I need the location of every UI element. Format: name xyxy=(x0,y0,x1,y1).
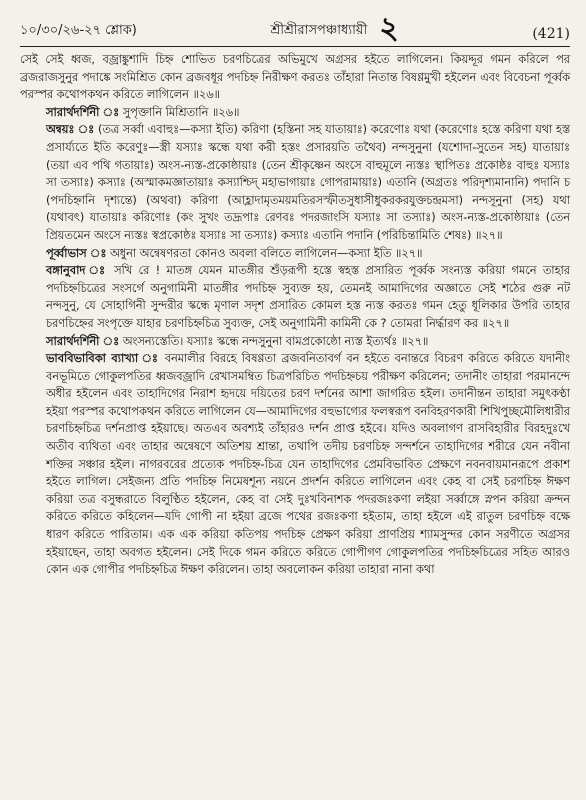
paragraph-text: সখি রে ! মাতঙ্গ যেমন মাতঙ্গীর শুঁড়রূপী হস্তে স্বহস্ত প্রসারিত পূর্ব্বক সংন্যস্ত করিয়া গমনে তাহার পদচিহ্নচিত্রের সংসর্গে অনুগামিনী মাতঙ্গীর পদচিহ্ন সুব্যক্ত হয়, তেমনই আমাদিগের অজ্ঞাতে সেই শঠের গুরু নট নন্দসুনু, যে সোহাগিনী সুন্দরীর স্কন্ধে মৃণাল সদৃশ প্রসারিত কোমল হস্ত ন্যস্ত করতঃ গমন হেতু ধূলিকার উপরি তাহার চরণচিহ্নের সংপৃক্তে যাহার চরণচিহ্নচিত্র সুব্যক্ত, সেই অনুগামিনী কামিনী কে ? তোমরা নির্দ্ধারণ কর ॥২৭॥ xyxy=(46,264,570,330)
paragraph-sarartha-1 xyxy=(20,104,570,122)
paragraph-purvabhasa xyxy=(20,245,570,263)
section-label: ভাববিভাবিকা ব্যাখ্যা ঃ xyxy=(46,352,160,366)
body-text xyxy=(20,51,570,579)
paragraph-sarartha-2 xyxy=(20,333,570,351)
section-label: পূর্ব্বাভাস ঃ xyxy=(46,246,107,260)
paragraph-translation-end xyxy=(20,51,570,104)
paragraph-text: (তত্র সর্ব্বা এবাহুঃ—কস্যা ইতি) করিণা (হস্তিনা সহ যাতায়াঃ) করেণোঃ যথা (করেণোঃ হস্তে করিণা যথা হস্ত প্রসার্য্যতে ইতি করেণুঃ—স্ত্রী যস্যাঃ স্কন্ধে যথা করী হস্তং প্রসারয়তি তথৈব) নন্দসুনুনা (যশোদা-সুতেন সহ) যাতায়াঃ (তয়া এব পথি গতায়াঃ) অংস-ন্যস্ত-প্রকোষ্ঠায়াঃ (তেন শ্রীকৃষ্ণেন অংসে বাহুমূলে ন্যস্তঃ স্থাপিতঃ প্রকোষ্ঠঃ বাহুঃ যস্যাঃ সা তস্যাঃ) কস্যাঃ (অস্মাকমজ্ঞাতায়াঃ কস্যাশ্চিদ্ মহাভাগায়াঃ গোপরামায়াঃ) এতানি (অগ্রতঃ পরিদৃশ্যমানানি) পদানি চ (পদচিহ্নানি দৃশ্যন্তে) (অথবা) করিণা (আহ্লাদামৃতময়মতিরসস্ফীতসুধাসীধুকরকরযুক্তচন্দ্রমসা) নন্দসূনুনা (সহ) যথা (যথাবৎ) যাতায়াঃ করিণোঃ (কং সুখং তদ্রূপাঃ রেণবঃ পদরজাংসি যস্যাঃ সা তস্যাঃ) অংস-ন্যস্ত-প্রকোষ্ঠায়াঃ (তেন প্রিয়তমেন অংসে ন্যস্তঃ স্বপ্রকোষ্ঠঃ যস্যাঃ সা তস্যাঃ) কস্যাঃ এতানি পদানি (পরিচিন্তামিতি শেষঃ) ॥২৭॥ xyxy=(46,123,571,242)
handwritten-number: ২ xyxy=(379,11,399,46)
paragraph-text: অধুনা অন্বেষণরতা কোনও অবলা বলিতে লাগিলেন—কস্যা ইতি ॥২৭॥ xyxy=(109,246,423,260)
paragraph-anvaya xyxy=(20,121,570,244)
page-header xyxy=(20,6,570,47)
paragraph-bhavavibhavika xyxy=(20,350,570,579)
section-label: বঙ্গানুবাদ ঃ xyxy=(46,264,108,278)
paragraph-banganubada xyxy=(20,262,570,332)
paragraph-text: সেই সেই ধ্বজ, বজ্রাঙ্কুশাদি চিহ্ন শোভিত চরণচিত্রের অভিমুখে অগ্রসর হইতে লাগিলেন। কিয়দ্দূর গমন করিলে পর ব্রজরাজসুনুর পদাঙ্কে সংমিশ্রিত কোন ব্রজবধূর পদচিহ্ন নিরীক্ষণ করতঃ তাঁহারা নিতান্ত বিষণ্ণমুখী হইলেন এবং বিবেচনা পূর্ব্বক পরস্পর কথোপকথন করিতে লাগিলেন ॥২৬॥ xyxy=(20,53,570,102)
book-title: শ্রীশ্রীরাসপঞ্চাধ্যায়ী xyxy=(270,23,368,38)
section-label: সারার্থদর্শিনী ঃ xyxy=(46,105,120,119)
header-center xyxy=(270,11,399,46)
verse-reference: ১০/৩০/২৬-২৭ শ্লোক) xyxy=(20,23,137,38)
paragraph-text: বনমালীর বিরহে বিষণ্ণতা ব্রজবনিতাবর্গ বন হইতে বনান্তরে বিচরণ করিতে করিতে যদানীং বনভূমিতে গোকুলপতির ধ্বজবজ্রাদি রেখাসমম্বিত চিত্রপরিচিত পদচিহ্নচয় পরীক্ষণ করিলেন; তদানীং তাহারা পরমানন্দে অধীর হইলেন এবং তাহাদিগের নিরাশ হৃদয়ে দয়িতের চরণ দর্শনের আশা জাগরিত হইল। তদানীন্তন তাহারা সমুৎকণ্ঠা হইয়া পরস্পর কথোপকথন করিতে লাগিলেন যে—আমাদিগের বহুভাগ্যের ফলস্বরূপ বনবিহরণকারী শিখিপুচ্ছমৌলিধারীর চরণচিহ্নচিত্র দর্শনপ্রাপ্ত হইয়াছে। অতএব অবশ্যই তাঁহারও দর্শন প্রাপ্ত হইবে। যদিও অবলাগণ রাসবিহারীর বিরহদুঃখে অতীব ব্যথিতা এবং তাহার অন্বেষণে অতিশয় শ্রান্তা, তথাপি তদীয় চরণচিহ্ন সন্দর্শনে তাহাদিগের শরীরে যেন নবীনা শক্তির সঞ্চার হইল। নাগরবরের প্রত্যেক পদচিহ্ন-চিত্র যেন তাহাদিগের প্রেমবিভাবিত প্রেক্ষণে নবনবায়মানরূপে প্রকাশ হইতে লাগিল। সেইজন্য প্রতি পদচিহ্ন নিমেষশূন্য নয়নে প্রদর্শন করিতে লাগিলেন এবং কেহ বা সেই চরণচিহ্ন ঈক্ষণ করিয়া তত্র বসুন্ধরাতে বিলুণ্ঠিত হইলেন, কেহ বা সেই দুঃখবিনাশক পদরজঃকণা লইয়া সর্ব্বাঙ্গে স্নপন করিয়া ক্রন্দন করিতে করিতে কহিলেন—যদি গোপী না হইয়া ব্রজে পথের রজঃকণা হইতাম, তাহা হইলে এই রাতুল চরণচিহ্ন বক্ষে ধারণ করিতে পারিতাম। এক এক করিয়া কতিপয় পদচিহ্ন প্রেক্ষণ করিয়া প্রাণপ্রিয় শ্যামসুন্দর কোন সরণীতে অগ্রসর হইয়াছেন, তাহা অবগত হইলেন। সেই দিকে গমন করিতে করিতে গোপীগণ গোকুলপতির পদচিহ্নচিত্রের সহিত আরও কোন এক গোপীর পদচিহ্নচিত্র ঈক্ষণ করিলেন। তাহা অবলোকন করিয়া তাহারা নানা কথা xyxy=(46,352,570,577)
paragraph-text: অংসন্যস্তেতি। যস্যাঃ স্কন্ধে নন্দসুনুনা বামপ্রকোষ্ঠো ন্যস্ত ইত্যর্থঃ ॥২৭॥ xyxy=(122,334,429,348)
page-number: (421) xyxy=(532,26,570,42)
paragraph-text: সুপৃক্তানি মিশ্রিতানি ॥২৬॥ xyxy=(122,105,240,119)
section-label: অন্বয়ঃ ঃ xyxy=(46,123,95,137)
section-label: সারার্থদর্শিনী ঃ xyxy=(46,334,120,348)
